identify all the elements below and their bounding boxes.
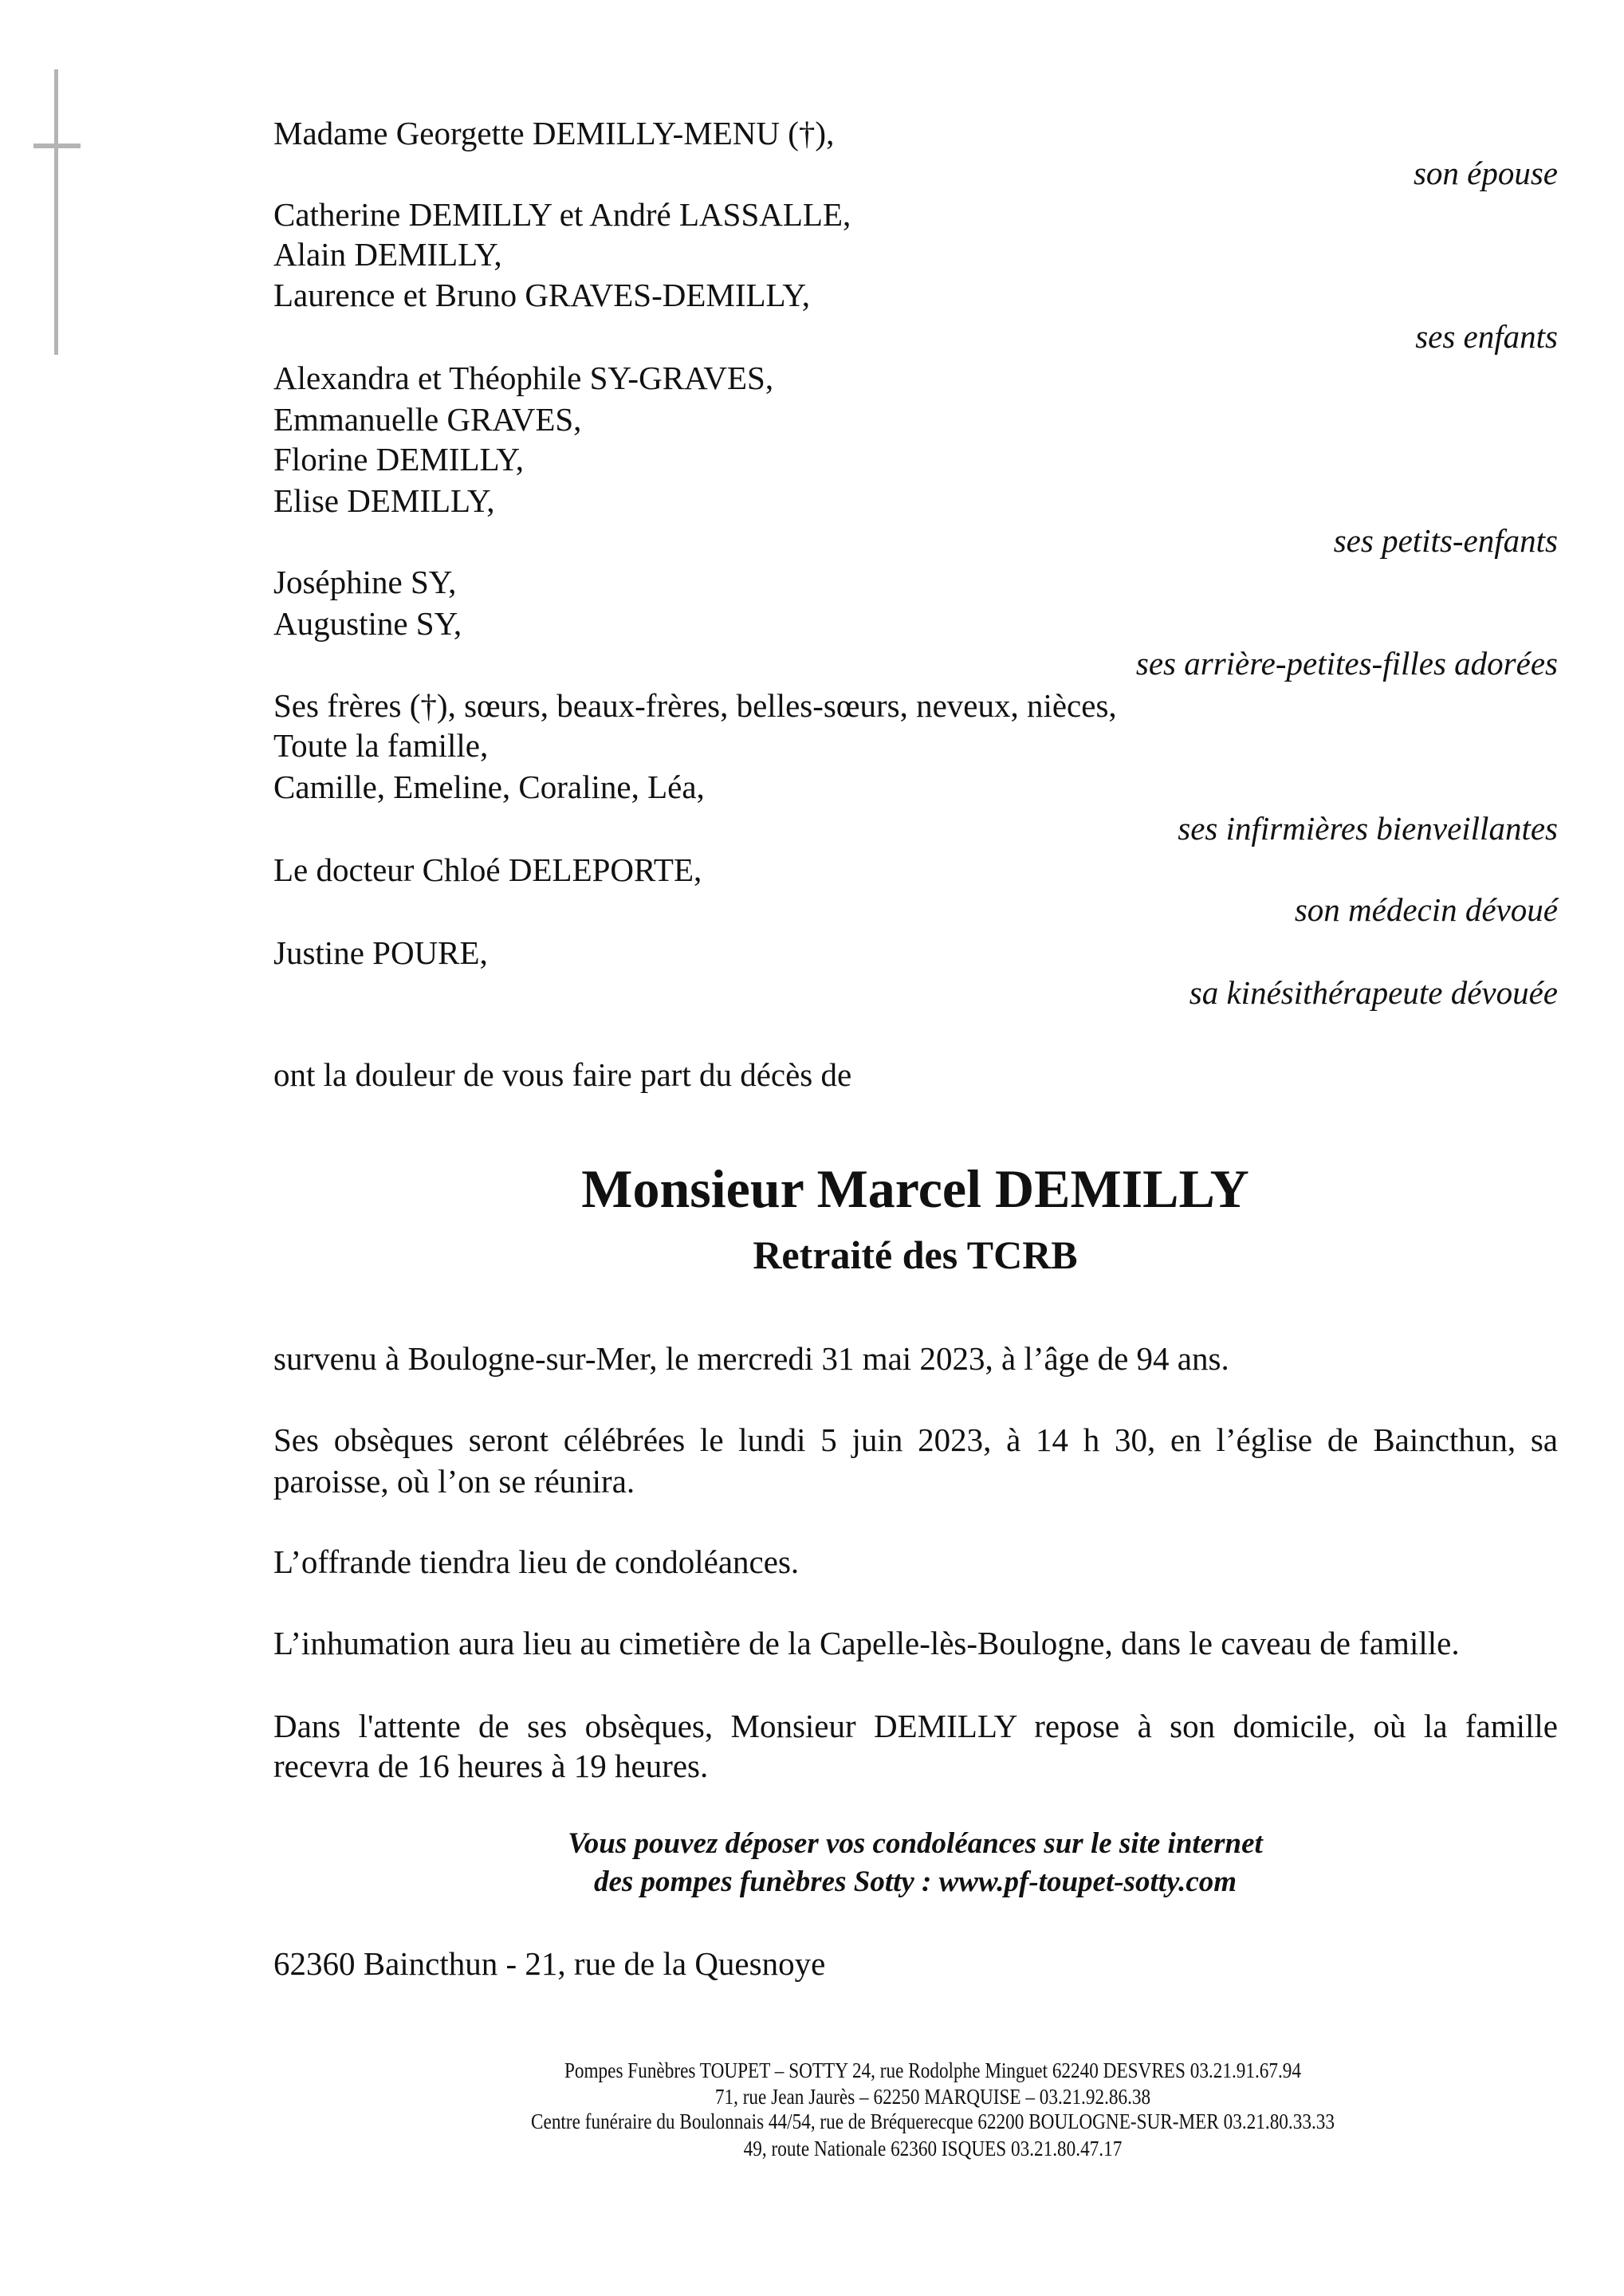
- family-line: Madame Georgette DEMILLY-MENU (†),: [273, 115, 835, 151]
- family-role: ses infirmières bienveillantes: [1178, 810, 1558, 847]
- cross-icon-bar: [33, 144, 81, 148]
- vigil-paragraph-line2: recevra de 16 heures à 19 heures.: [273, 1748, 709, 1784]
- family-role: son épouse: [1413, 155, 1558, 191]
- family-line: Alexandra et Théophile SY-GRAVES,: [273, 360, 774, 396]
- family-line: Alain DEMILLY,: [273, 236, 502, 273]
- family-role: sa kinésithérapeute dévouée: [1189, 974, 1558, 1011]
- deceased-title: Retraité des TCRB: [753, 1233, 1078, 1277]
- intro-text: ont la douleur de vous faire part du décès de: [273, 1056, 852, 1093]
- address: 62360 Baincthun - 21, rue de la Quesnoye: [273, 1945, 826, 1982]
- condolences-line2: des pompes funèbres Sotty : www.pf-toupet-sotty.com: [593, 1866, 1237, 1898]
- burial-paragraph: L’inhumation aura lieu au cimetière de la Capelle-lès-Boulogne, dans le caveau de famille.: [273, 1625, 1460, 1661]
- funeral-paragraph-line1: Ses obsèques seront célébrées le lundi 5 juin 2023, à 14 h 30, en l’église de Baincthun, sa: [273, 1421, 1558, 1458]
- family-role: son médecin dévoué: [1294, 891, 1558, 928]
- family-line: Le docteur Chloé DELEPORTE,: [273, 851, 702, 888]
- footer-line: 49, route Nationale 62360 ISQUES 03.21.80.47.17: [743, 2137, 1123, 2160]
- footer-line: Centre funéraire du Boulonnais 44/54, rue de Bréquerecque 62200 BOULOGNE-SUR-MER 03.21.80.33.33: [531, 2109, 1335, 2133]
- condolences-line1: Vous pouvez déposer vos condoléances sur le site internet: [568, 1827, 1263, 1860]
- family-line: Florine DEMILLY,: [273, 441, 525, 478]
- cross-icon: [54, 69, 58, 355]
- family-line: Joséphine SY,: [273, 564, 457, 600]
- family-role: ses petits-enfants: [1333, 522, 1558, 559]
- family-line: Elise DEMILLY,: [273, 482, 495, 519]
- family-line: Emmanuelle GRAVES,: [273, 401, 582, 438]
- family-line: Toute la famille,: [273, 727, 489, 764]
- family-role: ses arrière-petites-filles adorées: [1135, 645, 1558, 682]
- family-line: Camille, Emeline, Coraline, Léa,: [273, 769, 705, 805]
- family-line: Ses frères (†), sœurs, beaux-frères, belles-sœurs, neveux, nièces,: [273, 687, 1117, 724]
- offering-paragraph: L’offrande tiendra lieu de condoléances.: [273, 1543, 800, 1580]
- funeral-paragraph-line2: paroisse, où l’on se réunira.: [273, 1463, 635, 1500]
- death-paragraph: survenu à Boulogne-sur-Mer, le mercredi 31 mai 2023, à l’âge de 94 ans.: [273, 1340, 1229, 1377]
- vigil-paragraph-line1: Dans l'attente de ses obsèques, Monsieur DEMILLY repose à son domicile, où la famille: [273, 1708, 1558, 1744]
- family-role: ses enfants: [1415, 318, 1558, 355]
- footer-line: Pompes Funèbres TOUPET – SOTTY 24, rue Rodolphe Minguet 62240 DESVRES 03.21.91.67.94: [564, 2058, 1302, 2082]
- family-line: Laurence et Bruno GRAVES-DEMILLY,: [273, 277, 811, 313]
- family-line: Justine POURE,: [273, 934, 488, 971]
- deceased-name: Monsieur Marcel DEMILLY: [581, 1158, 1249, 1219]
- footer-line: 71, rue Jean Jaurès – 62250 MARQUISE – 03.21.92.86.38: [714, 2085, 1151, 2109]
- family-line: Augustine SY,: [273, 605, 462, 642]
- family-line: Catherine DEMILLY et André LASSALLE,: [273, 196, 851, 233]
